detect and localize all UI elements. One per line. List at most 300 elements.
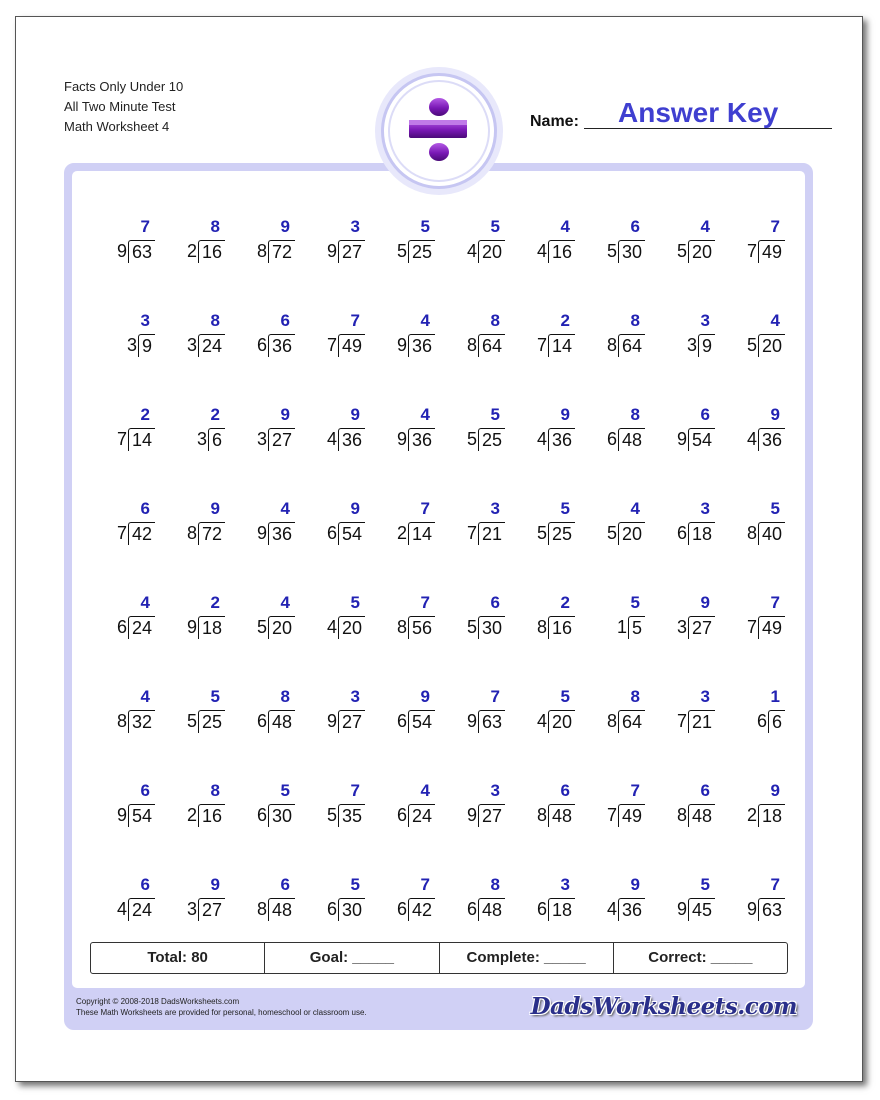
dividend: 30 (338, 898, 365, 921)
division-problem (445, 594, 505, 644)
dividend: 24 (128, 616, 155, 639)
dividend: 36 (618, 898, 645, 921)
quotient-answer: 7 (420, 875, 430, 894)
dividend: 64 (478, 334, 505, 357)
dividend: 36 (408, 428, 435, 451)
divisor: 8 (466, 335, 477, 355)
divisor: 9 (746, 899, 757, 919)
dividend: 48 (618, 428, 645, 451)
quotient-answer: 4 (700, 217, 710, 236)
quotient-answer: 9 (560, 405, 570, 424)
divisor: 4 (606, 899, 617, 919)
worksheet-subtitle: Facts Only Under 10 (64, 79, 184, 94)
dividend: 18 (198, 616, 225, 639)
divisor: 8 (606, 711, 617, 731)
divisor: 3 (186, 335, 197, 355)
total-count: Total: 80 (91, 943, 265, 973)
quotient-answer: 7 (420, 593, 430, 612)
division-problem (585, 218, 645, 268)
division-problem (305, 594, 365, 644)
division-problem (655, 876, 715, 926)
dividend: 20 (338, 616, 365, 639)
divisor: 6 (396, 805, 407, 825)
division-problem (515, 406, 575, 456)
division-problem (515, 688, 575, 738)
division-problem (165, 876, 225, 926)
quotient-answer: 5 (560, 687, 570, 706)
dividend: 56 (408, 616, 435, 639)
division-problem (305, 218, 365, 268)
division-problem (445, 500, 505, 550)
dadsworksheets-logo: DadsWorksheets.com (530, 993, 797, 1020)
quotient-answer: 5 (490, 217, 500, 236)
divisor: 2 (186, 241, 197, 261)
division-problem (235, 500, 295, 550)
divisor: 6 (756, 711, 767, 731)
dividend: 63 (478, 710, 505, 733)
copyright-text: Copyright © 2008-2018 DadsWorksheets.com (76, 997, 240, 1006)
divisor: 6 (256, 805, 267, 825)
divisor: 7 (676, 711, 687, 731)
quotient-answer: 5 (420, 217, 430, 236)
division-problem (725, 406, 785, 456)
divisor: 4 (536, 711, 547, 731)
dividend: 16 (548, 240, 575, 263)
dividend: 14 (128, 428, 155, 451)
dividend: 48 (268, 710, 295, 733)
problems-grid (72, 171, 805, 988)
division-sign-icon (384, 76, 494, 186)
division-problem (165, 312, 225, 362)
quotient-answer: 9 (350, 499, 360, 518)
dividend: 24 (128, 898, 155, 921)
divisor: 7 (606, 805, 617, 825)
division-problem (305, 688, 365, 738)
quotient-answer: 8 (490, 875, 500, 894)
division-problem (305, 406, 365, 456)
correct-field[interactable]: Correct: _____ (648, 949, 753, 966)
quotient-answer: 3 (490, 499, 500, 518)
divisor: 4 (536, 241, 547, 261)
dividend: 5 (628, 616, 645, 639)
division-problem (375, 406, 435, 456)
division-problem (305, 876, 365, 926)
quotient-answer: 2 (560, 593, 570, 612)
goal-field[interactable]: Goal: _____ (265, 943, 439, 973)
quotient-answer: 7 (350, 311, 360, 330)
dividend: 42 (408, 898, 435, 921)
problems-frame (64, 163, 813, 1030)
quotient-answer: 6 (140, 875, 150, 894)
division-problem (515, 312, 575, 362)
dividend: 20 (618, 522, 645, 545)
division-problem (655, 406, 715, 456)
divisor: 9 (326, 711, 337, 731)
dividend: 30 (268, 804, 295, 827)
quotient-answer: 5 (350, 593, 360, 612)
division-problem (585, 876, 645, 926)
quotient-answer: 7 (630, 781, 640, 800)
dividend: 25 (198, 710, 225, 733)
quotient-answer: 4 (420, 781, 430, 800)
dividend: 36 (758, 428, 785, 451)
division-problem (165, 406, 225, 456)
quotient-answer: 7 (770, 875, 780, 894)
dividend: 20 (268, 616, 295, 639)
divisor: 5 (466, 617, 477, 637)
divisor: 4 (116, 899, 127, 919)
quotient-answer: 5 (700, 875, 710, 894)
quotient-answer: 6 (700, 781, 710, 800)
dividend: 6 (208, 428, 225, 451)
dividend: 30 (478, 616, 505, 639)
quotient-answer: 5 (350, 875, 360, 894)
divisor: 7 (746, 617, 757, 637)
division-problem (95, 406, 155, 456)
dividend: 48 (268, 898, 295, 921)
divisor: 9 (676, 899, 687, 919)
division-problem (515, 594, 575, 644)
quotient-answer: 3 (490, 781, 500, 800)
dividend: 36 (338, 428, 365, 451)
quotient-answer: 6 (560, 781, 570, 800)
division-problem (515, 218, 575, 268)
dividend: 54 (338, 522, 365, 545)
dividend: 36 (268, 334, 295, 357)
divisor: 8 (676, 805, 687, 825)
dividend: 20 (478, 240, 505, 263)
division-problem (165, 594, 225, 644)
divisor: 6 (256, 335, 267, 355)
dividend: 30 (618, 240, 645, 263)
quotient-answer: 6 (490, 593, 500, 612)
dividend: 42 (128, 522, 155, 545)
divisor: 5 (326, 805, 337, 825)
dividend: 25 (478, 428, 505, 451)
quotient-answer: 7 (770, 217, 780, 236)
quotient-answer: 4 (770, 311, 780, 330)
dividend: 6 (768, 710, 785, 733)
dividend: 18 (548, 898, 575, 921)
division-problem (725, 594, 785, 644)
divisor: 7 (326, 335, 337, 355)
division-problem (725, 782, 785, 832)
division-problem (725, 876, 785, 926)
divisor: 6 (676, 523, 687, 543)
division-problem (305, 782, 365, 832)
dividend: 72 (268, 240, 295, 263)
division-problem (515, 782, 575, 832)
division-problem (445, 688, 505, 738)
division-problem (655, 312, 715, 362)
quotient-answer: 4 (140, 593, 150, 612)
dividend: 48 (478, 898, 505, 921)
quotient-answer: 1 (770, 687, 780, 706)
division-problem (585, 688, 645, 738)
divisor: 5 (396, 241, 407, 261)
divisor: 7 (746, 241, 757, 261)
dividend: 49 (618, 804, 645, 827)
divisor: 5 (536, 523, 547, 543)
divisor: 4 (326, 617, 337, 637)
divisor: 2 (746, 805, 757, 825)
division-problem (515, 876, 575, 926)
dividend: 40 (758, 522, 785, 545)
quotient-answer: 6 (140, 781, 150, 800)
copyright-notice (76, 996, 367, 1018)
quotient-answer: 5 (560, 499, 570, 518)
division-problem (445, 406, 505, 456)
quotient-answer: 5 (280, 781, 290, 800)
dividend: 9 (138, 334, 155, 357)
dividend: 48 (548, 804, 575, 827)
quotient-answer: 5 (770, 499, 780, 518)
dividend: 16 (548, 616, 575, 639)
division-problem (725, 312, 785, 362)
dividend: 27 (268, 428, 295, 451)
dividend: 45 (688, 898, 715, 921)
divisor: 9 (466, 711, 477, 731)
dividend: 54 (688, 428, 715, 451)
division-problem (655, 500, 715, 550)
dividend: 20 (548, 710, 575, 733)
usage-note: These Math Worksheets are provided for personal, homeschool or classroom use. (76, 1008, 367, 1017)
quotient-answer: 3 (560, 875, 570, 894)
quotient-answer: 4 (280, 499, 290, 518)
dividend: 21 (688, 710, 715, 733)
quotient-answer: 2 (560, 311, 570, 330)
quotient-answer: 9 (770, 781, 780, 800)
division-problem (585, 500, 645, 550)
quotient-answer: 6 (140, 499, 150, 518)
division-problem (445, 218, 505, 268)
quotient-answer: 8 (630, 311, 640, 330)
divisor: 9 (256, 523, 267, 543)
division-problem (375, 688, 435, 738)
divisor: 6 (396, 711, 407, 731)
quotient-answer: 8 (280, 687, 290, 706)
dividend: 49 (758, 616, 785, 639)
quotient-answer: 6 (280, 875, 290, 894)
quotient-answer: 4 (420, 311, 430, 330)
divisor: 4 (746, 429, 757, 449)
divisor: 5 (186, 711, 197, 731)
score-box (90, 942, 788, 974)
quotient-answer: 2 (210, 405, 220, 424)
divisor: 3 (256, 429, 267, 449)
division-problem (165, 218, 225, 268)
divisor: 3 (686, 335, 697, 355)
dividend: 72 (198, 522, 225, 545)
divisor: 9 (466, 805, 477, 825)
divisor: 3 (676, 617, 687, 637)
quotient-answer: 8 (210, 217, 220, 236)
quotient-answer: 4 (630, 499, 640, 518)
quotient-answer: 9 (210, 875, 220, 894)
divisor: 4 (536, 429, 547, 449)
division-problem (235, 876, 295, 926)
divisor: 7 (536, 335, 547, 355)
dividend: 9 (698, 334, 715, 357)
divisor: 3 (186, 899, 197, 919)
divisor: 4 (326, 429, 337, 449)
division-problem (235, 406, 295, 456)
dividend: 20 (688, 240, 715, 263)
division-problem (235, 782, 295, 832)
worksheet-title: Math Worksheet 4 (64, 119, 170, 134)
division-problem (305, 312, 365, 362)
quotient-answer: 4 (280, 593, 290, 612)
complete-field[interactable]: Complete: _____ (440, 943, 614, 973)
divisor: 9 (396, 429, 407, 449)
division-problem (375, 594, 435, 644)
divisor: 8 (256, 241, 267, 261)
division-problem (375, 782, 435, 832)
quotient-answer: 4 (140, 687, 150, 706)
dividend: 25 (408, 240, 435, 263)
quotient-answer: 9 (210, 499, 220, 518)
division-problem (375, 218, 435, 268)
quotient-answer: 7 (420, 499, 430, 518)
quotient-answer: 9 (280, 405, 290, 424)
dividend: 16 (198, 240, 225, 263)
divisor: 6 (326, 899, 337, 919)
dividend: 27 (478, 804, 505, 827)
dividend: 64 (618, 710, 645, 733)
divisor: 8 (396, 617, 407, 637)
quotient-answer: 3 (350, 217, 360, 236)
divisor: 5 (676, 241, 687, 261)
divisor: 6 (256, 711, 267, 731)
dividend: 27 (198, 898, 225, 921)
dividend: 64 (618, 334, 645, 357)
division-problem (725, 688, 785, 738)
divisor: 7 (466, 523, 477, 543)
division-problem (95, 594, 155, 644)
division-problem (235, 594, 295, 644)
dividend: 25 (548, 522, 575, 545)
divisor: 9 (676, 429, 687, 449)
divisor: 8 (186, 523, 197, 543)
quotient-answer: 6 (630, 217, 640, 236)
quotient-answer: 9 (420, 687, 430, 706)
quotient-answer: 8 (210, 781, 220, 800)
divisor: 9 (116, 241, 127, 261)
dividend: 24 (408, 804, 435, 827)
quotient-answer: 3 (700, 311, 710, 330)
quotient-answer: 4 (420, 405, 430, 424)
name-label: Name: (530, 113, 579, 130)
division-problem (375, 500, 435, 550)
quotient-answer: 6 (280, 311, 290, 330)
quotient-answer: 8 (210, 311, 220, 330)
division-problem (95, 500, 155, 550)
divisor: 8 (746, 523, 757, 543)
quotient-answer: 8 (630, 687, 640, 706)
dividend: 27 (338, 710, 365, 733)
divisor: 2 (396, 523, 407, 543)
divisor: 5 (256, 617, 267, 637)
quotient-answer: 7 (490, 687, 500, 706)
division-problem (585, 594, 645, 644)
division-problem (445, 312, 505, 362)
divisor: 6 (326, 523, 337, 543)
divisor: 5 (466, 429, 477, 449)
divisor: 6 (536, 899, 547, 919)
divisor: 2 (186, 805, 197, 825)
quotient-answer: 2 (140, 405, 150, 424)
dividend: 49 (338, 334, 365, 357)
divisor: 6 (116, 617, 127, 637)
divisor: 8 (256, 899, 267, 919)
division-problem (235, 312, 295, 362)
quotient-answer: 9 (280, 217, 290, 236)
divisor: 5 (606, 523, 617, 543)
quotient-answer: 3 (700, 499, 710, 518)
division-problem (165, 782, 225, 832)
division-problem (165, 500, 225, 550)
division-problem (305, 500, 365, 550)
dividend: 21 (478, 522, 505, 545)
quotient-answer: 6 (700, 405, 710, 424)
quotient-answer: 3 (350, 687, 360, 706)
quotient-answer: 3 (700, 687, 710, 706)
quotient-answer: 4 (560, 217, 570, 236)
quotient-answer: 8 (490, 311, 500, 330)
divisor: 9 (186, 617, 197, 637)
division-problem (95, 312, 155, 362)
division-problem (655, 218, 715, 268)
division-problem (235, 218, 295, 268)
divisor: 8 (606, 335, 617, 355)
divisor: 1 (616, 617, 627, 637)
quotient-answer: 9 (700, 593, 710, 612)
divisor: 7 (116, 523, 127, 543)
dividend: 63 (128, 240, 155, 263)
division-emblem (381, 73, 497, 189)
quotient-answer: 5 (630, 593, 640, 612)
name-field[interactable] (530, 99, 832, 131)
worksheet-test-type: All Two Minute Test (64, 99, 176, 114)
division-problem (95, 782, 155, 832)
divisor: 9 (396, 335, 407, 355)
divisor: 6 (396, 899, 407, 919)
division-problem (725, 500, 785, 550)
dividend: 49 (758, 240, 785, 263)
divisor: 6 (606, 429, 617, 449)
dividend: 27 (338, 240, 365, 263)
divisor: 5 (746, 335, 757, 355)
divisor: 9 (116, 805, 127, 825)
dividend: 20 (758, 334, 785, 357)
dividend: 48 (688, 804, 715, 827)
divisor: 8 (536, 805, 547, 825)
division-problem (95, 688, 155, 738)
divisor: 3 (196, 429, 207, 449)
dividend: 36 (268, 522, 295, 545)
division-problem (585, 782, 645, 832)
quotient-answer: 5 (490, 405, 500, 424)
answer-key-label: Answer Key (618, 97, 779, 128)
dividend: 16 (198, 804, 225, 827)
quotient-answer: 9 (630, 875, 640, 894)
quotient-answer: 7 (770, 593, 780, 612)
division-problem (375, 876, 435, 926)
divisor: 7 (116, 429, 127, 449)
dividend: 14 (548, 334, 575, 357)
division-problem (235, 688, 295, 738)
quotient-answer: 7 (140, 217, 150, 236)
